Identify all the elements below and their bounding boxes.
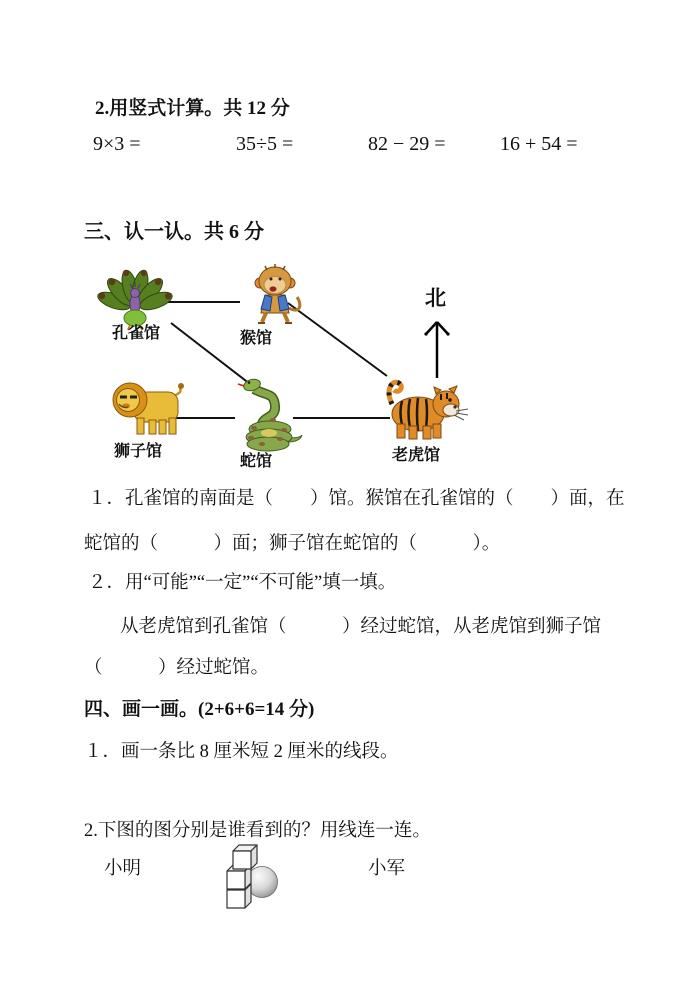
viewer-name-right: 小军 bbox=[368, 859, 406, 879]
calc-problem-3: 82 − 29 = bbox=[368, 133, 446, 155]
zoo-map-diagram bbox=[88, 256, 468, 471]
q2-line1: 从老虎馆到孔雀馆（ ）经过蛇馆，从老虎馆到狮子馆 bbox=[120, 617, 602, 637]
label-peacock-house: 孔雀馆 bbox=[112, 325, 161, 342]
calc-problem-4: 16 + 54 = bbox=[500, 133, 578, 155]
tiger-icon bbox=[389, 382, 468, 439]
section-three-heading: 三、认一认。共 6 分 bbox=[84, 221, 264, 243]
label-north: 北 bbox=[425, 286, 446, 310]
section-four-q1: １．画一条比 8 厘米短 2 厘米的线段。 bbox=[84, 742, 399, 762]
q1-line2: 蛇馆的（ ）面；狮子馆在蛇馆的（ ）。 bbox=[84, 534, 501, 554]
label-monkey-house: 猴馆 bbox=[240, 330, 273, 347]
label-tiger-house: 老虎馆 bbox=[392, 447, 441, 464]
label-snake-house: 蛇馆 bbox=[240, 453, 273, 470]
calc-problem-2: 35÷5 = bbox=[236, 133, 294, 155]
lion-icon bbox=[113, 383, 184, 434]
snake-icon bbox=[238, 377, 302, 451]
north-arrow-icon bbox=[424, 322, 449, 378]
cubes-and-sphere-figure bbox=[218, 843, 293, 911]
q2-line2: （ ）经过蛇馆。 bbox=[84, 658, 270, 678]
q2-intro: ２．用“可能”“一定”“不可能”填一填。 bbox=[88, 573, 397, 593]
section-four-q2: 2.下图的图分别是谁看到的？用线连一连。 bbox=[84, 821, 431, 841]
calc-problem-1: 9×3 = bbox=[93, 133, 141, 155]
q1-line1: １．孔雀馆的南面是（ ）馆。猴馆在孔雀馆的（ ）面，在 bbox=[88, 489, 625, 509]
viewer-name-left: 小明 bbox=[104, 859, 142, 879]
section-four-heading: 四、画一画。(2+6+6=14 分) bbox=[84, 699, 315, 720]
calc-section-heading: 2.用竖式计算。共 12 分 bbox=[95, 98, 290, 119]
monkey-icon bbox=[255, 264, 300, 323]
label-lion-house: 狮子馆 bbox=[114, 443, 163, 460]
